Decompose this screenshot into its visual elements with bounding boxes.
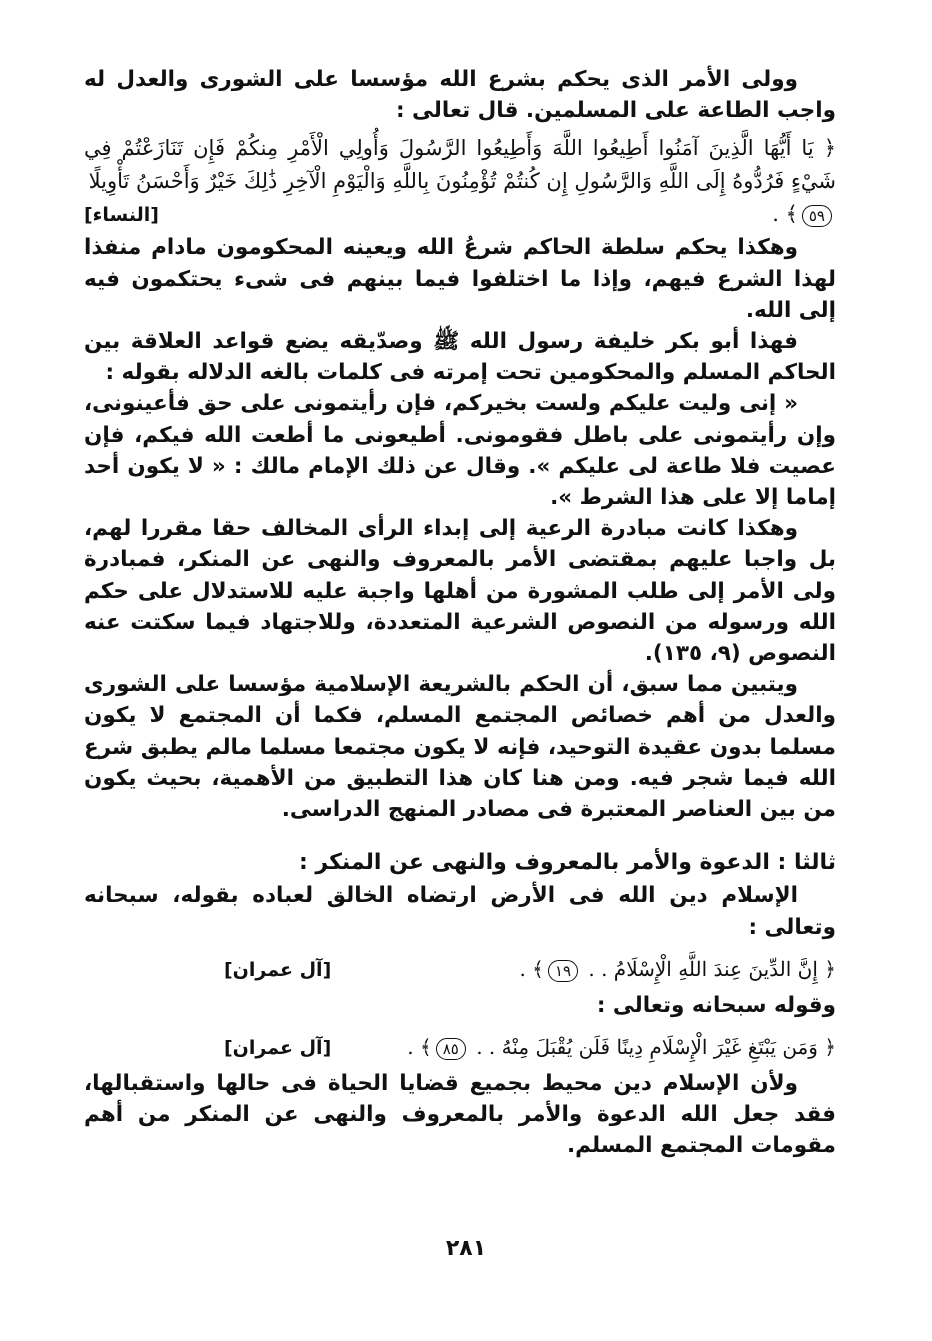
- verse-source: [النساء]: [84, 204, 159, 227]
- verse-close: ﴾ .: [519, 956, 544, 981]
- quran-verse-imran-19: [84, 953, 836, 986]
- verse-text: ﴿ وَمَن يَبْتَغِ غَيْرَ الْإِسْلَامِ دِينًا فَلَن يُقْبَلَ مِنْهُ . .: [476, 1035, 836, 1060]
- verse-source: [آل عمران]: [224, 958, 332, 981]
- verse-text: ﴿ إِنَّ الدِّينَ عِندَ اللَّهِ الْإِسْلَامُ . .: [588, 956, 836, 981]
- paragraph-3: فهذا أبو بكر خليفة رسول الله ﷺ وصدّيقه يضع قواعد العلاقة بين الحاكم المسلم والمحكومين تحت إمرته فى كلمات بالغه الدلاله بقوله :: [84, 329, 836, 386]
- paragraph-9: ولأن الإسلام دين محيط بجميع قضايا الحياة فى حالها واستقبالها، فقد جعل الله الدعوة والأمر بالمعروف والنهى عن المنكر من أهم مقومات المجتمع المسلم.: [84, 1071, 836, 1159]
- quran-verse-imran-85: [84, 1031, 836, 1064]
- paragraph-1: وولى الأمر الذى يحكم بشرع الله مؤسسا على الشورى والعدل له واجب الطاعة على المسلمين. قال تعالى :: [84, 67, 836, 124]
- section-heading: ثالثا : الدعوة والأمر بالمعروف والنهى عن المنكر :: [298, 850, 836, 876]
- verse-close: ﴾ .: [772, 202, 798, 227]
- paragraph-5: وهكذا كانت مبادرة الرعية إلى إبداء الرأى المخالف حقا مقررا لهم، بل واجبا عليهم بمقتضى الأمر بالمعروف والنهى عن المنكر، فمبادرة ولى الأمر إلى طلب المشورة من أهلها واجبة عليه للاستدلال على حكم الله ورسوله من النصوص الشرعية المتعددة، وللاجتهاد فيما سكتت عنه النصوص (٩، ١٣٥).: [84, 516, 836, 667]
- ayah-number: ١٩: [548, 960, 578, 982]
- paragraph-4: « إنى وليت عليكم ولست بخيركم، فإن رأيتمونى على حق فأعينونى، وإن رأيتمونى على باطل فقومونى. أطيعونى ما أطعت الله فيكم، فإن عصيت فلا طاعة لى عليكم ». وقال عن ذلك الإمام مالك : « لا يكون أحد إماما إلا على هذا الشرط ».: [84, 391, 836, 511]
- paragraph-2: وهكذا يحكم سلطة الحاكم شرعُ الله ويعينه المحكومون مادام منفذا لهذا الشرع فيهم، وإذا ما اختلفوا فيما بينهم فى شىء يحتكمون فيه إلى الله.: [84, 235, 836, 323]
- ayah-number: ٥٩: [802, 205, 832, 227]
- verse-text: ﴿ يَا أَيُّهَا الَّذِينَ آمَنُوا أَطِيعُوا اللَّهَ وَأَطِيعُوا الرَّسُولَ وَأُولِي الْأَمْرِ مِنكُمْ فَإِن تَنَازَعْتُمْ فِي شَيْءٍ فَرُدُّوهُ إِلَى اللَّهِ وَالرَّسُولِ إِن كُنتُمْ تُؤْمِنُونَ بِاللَّهِ وَالْيَوْمِ الْآخِرِ ذَٰلِكَ خَيْرٌ وَأَحْسَنُ تَأْوِيلًا: [84, 136, 836, 194]
- quran-verse-nisa: [84, 132, 836, 232]
- verse-close: ﴾ .: [407, 1035, 432, 1060]
- ayah-number: ٨٥: [436, 1038, 466, 1060]
- paragraph-6: ويتبين مما سبق، أن الحكم بالشريعة الإسلامية مؤسسا على الشورى والعدل من أهم خصائص المجتمع المسلم، فكما أن المجتمع لا يكون مسلما بدون عقيدة التوحيد، فإنه لا يكون مجتمعا مسلما مالم يطبق شرع الله فيما شجر فيه. ومن هنا كان هذا التطبيق من الأهمية، بحيث يكون من بين العناصر المعتبرة فى مصادر المنهج الدراسى.: [84, 672, 836, 823]
- verse-source: [آل عمران]: [224, 1037, 332, 1060]
- page-number: ٢٨١: [445, 1236, 487, 1261]
- page-body: [84, 64, 836, 1162]
- paragraph-7: الإسلام دين الله فى الأرض ارتضاه الخالق لعباده بقوله، سبحانه وتعالى :: [84, 883, 836, 940]
- paragraph-8: وقوله سبحانه وتعالى :: [596, 992, 836, 1018]
